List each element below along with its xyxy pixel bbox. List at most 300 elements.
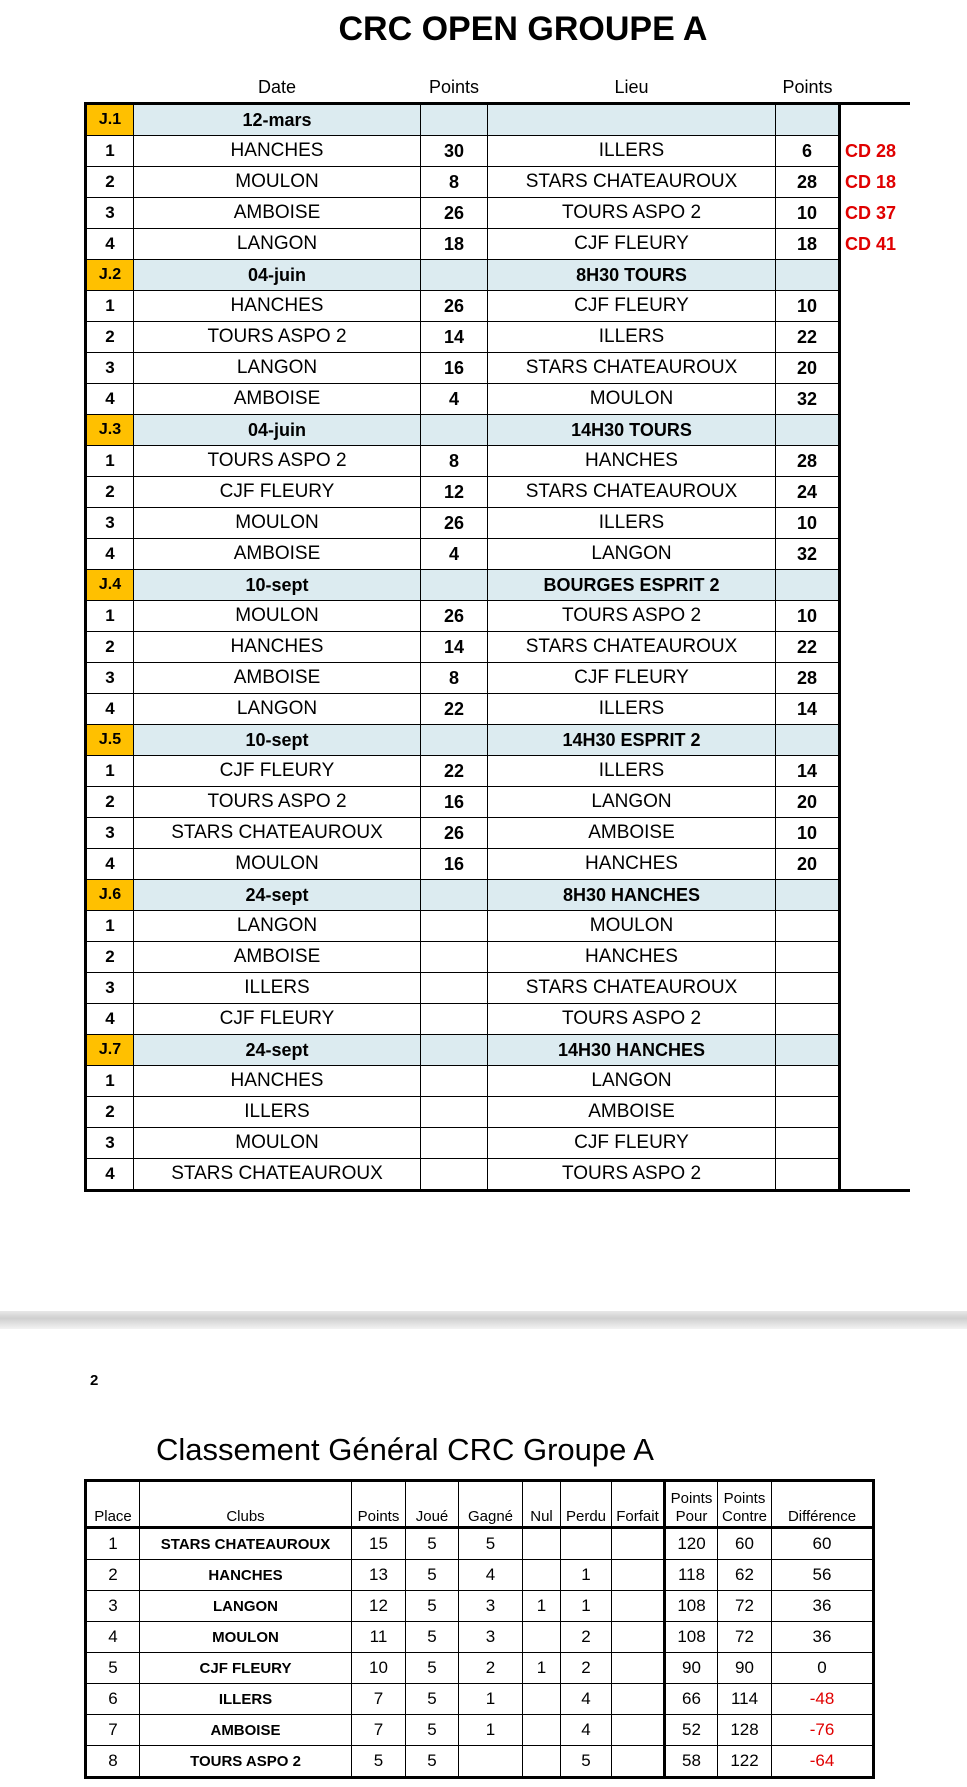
round-venue (488, 104, 776, 136)
match-number: 2 (86, 942, 134, 973)
page-number: 2 (90, 1372, 99, 1389)
round-header-row (86, 104, 910, 136)
rank-forfeit (612, 1653, 665, 1684)
match-number: 3 (86, 1128, 134, 1159)
away-points (776, 1097, 840, 1128)
away-points: 28 (776, 167, 840, 198)
header-points: Points (352, 1481, 406, 1528)
match-number: 3 (86, 353, 134, 384)
ranking-row (86, 1746, 874, 1778)
rank-points-for: 108 (665, 1591, 718, 1622)
away-points: 22 (776, 322, 840, 353)
away-team: ILLERS (488, 694, 776, 725)
round-venue: 14H30 ESPRIT 2 (488, 725, 776, 756)
rank-points-against: 72 (718, 1591, 772, 1622)
rank-draw (523, 1746, 561, 1778)
ranking-row (86, 1528, 874, 1560)
home-team: AMBOISE (134, 663, 421, 694)
ranking-title: Classement Général CRC Groupe A (156, 1432, 654, 1467)
home-team: ILLERS (134, 1097, 421, 1128)
match-row (86, 1159, 910, 1191)
match-number: 4 (86, 1159, 134, 1191)
rank-difference: 36 (772, 1622, 874, 1653)
home-team: LANGON (134, 353, 421, 384)
rank-played: 5 (406, 1746, 459, 1778)
rank-points: 12 (352, 1591, 406, 1622)
away-points: 20 (776, 849, 840, 880)
match-row (86, 1097, 910, 1128)
home-points: 8 (421, 446, 488, 477)
away-team: TOURS ASPO 2 (488, 198, 776, 229)
round-note-empty (840, 415, 910, 446)
round-header-row (86, 725, 910, 756)
page-title: CRC OPEN GROUPE A (338, 10, 708, 48)
round-header-row (86, 570, 910, 601)
match-number: 2 (86, 787, 134, 818)
away-points: 20 (776, 787, 840, 818)
match-number: 2 (86, 167, 134, 198)
header-points-away: Points (782, 76, 833, 97)
away-points: 32 (776, 539, 840, 570)
away-team: STARS CHATEAUROUX (488, 632, 776, 663)
match-note (840, 446, 910, 477)
rank-draw: 1 (523, 1591, 561, 1622)
match-row (86, 756, 910, 787)
rank-forfeit (612, 1622, 665, 1653)
match-row (86, 601, 910, 632)
home-points: 26 (421, 601, 488, 632)
rank-points-against: 128 (718, 1715, 772, 1746)
match-row (86, 694, 910, 725)
rank-draw (523, 1560, 561, 1591)
away-team: TOURS ASPO 2 (488, 1004, 776, 1035)
match-note (840, 1159, 910, 1191)
round-empty (421, 415, 488, 446)
home-team: AMBOISE (134, 942, 421, 973)
away-team: STARS CHATEAUROUX (488, 353, 776, 384)
home-team: TOURS ASPO 2 (134, 787, 421, 818)
away-points (776, 942, 840, 973)
rank-won: 1 (459, 1715, 523, 1746)
away-team: HANCHES (488, 942, 776, 973)
home-team: LANGON (134, 911, 421, 942)
rank-lost: 4 (561, 1715, 612, 1746)
rank-club: LANGON (140, 1591, 352, 1622)
rank-place: 5 (86, 1653, 140, 1684)
match-number: 3 (86, 973, 134, 1004)
home-points: 22 (421, 694, 488, 725)
round-empty (776, 1035, 840, 1066)
rank-difference: 56 (772, 1560, 874, 1591)
rank-club: ILLERS (140, 1684, 352, 1715)
home-points (421, 911, 488, 942)
home-team: AMBOISE (134, 384, 421, 415)
away-team: TOURS ASPO 2 (488, 1159, 776, 1191)
page-separator (0, 1311, 967, 1329)
home-team: MOULON (134, 601, 421, 632)
rank-club: STARS CHATEAUROUX (140, 1528, 352, 1560)
ranking-body (86, 1528, 874, 1778)
rank-points-against: 122 (718, 1746, 772, 1778)
match-row (86, 446, 910, 477)
header-points-pour-line2: Pour (675, 1508, 708, 1525)
match-row (86, 787, 910, 818)
rank-draw (523, 1528, 561, 1560)
away-points (776, 1159, 840, 1191)
away-team: TOURS ASPO 2 (488, 601, 776, 632)
away-points (776, 1066, 840, 1097)
home-points (421, 1004, 488, 1035)
away-team: ILLERS (488, 322, 776, 353)
rank-points: 7 (352, 1715, 406, 1746)
match-row (86, 1066, 910, 1097)
match-note (840, 849, 910, 880)
match-number: 3 (86, 508, 134, 539)
match-row (86, 1004, 910, 1035)
match-note (840, 1097, 910, 1128)
rank-points: 7 (352, 1684, 406, 1715)
match-number: 3 (86, 663, 134, 694)
header-points-contre-line1: Points (723, 1490, 766, 1507)
match-number: 1 (86, 136, 134, 167)
match-note (840, 322, 910, 353)
round-header-row (86, 260, 910, 291)
match-note (840, 1128, 910, 1159)
round-empty (421, 260, 488, 291)
rank-difference: -76 (772, 1715, 874, 1746)
match-row (86, 477, 910, 508)
match-note (840, 973, 910, 1004)
rank-difference: 36 (772, 1591, 874, 1622)
home-team: TOURS ASPO 2 (134, 322, 421, 353)
home-team: HANCHES (134, 136, 421, 167)
away-team: HANCHES (488, 849, 776, 880)
ranking-header-row (86, 1481, 874, 1528)
header-difference: Différence (772, 1481, 874, 1528)
round-date: 12-mars (134, 104, 421, 136)
rank-draw (523, 1715, 561, 1746)
away-team: CJF FLEURY (488, 1128, 776, 1159)
away-points: 24 (776, 477, 840, 508)
home-team: MOULON (134, 508, 421, 539)
rank-played: 5 (406, 1684, 459, 1715)
round-note-empty (840, 104, 910, 136)
match-note (840, 477, 910, 508)
header-num (86, 72, 134, 104)
away-points: 14 (776, 694, 840, 725)
rank-points: 11 (352, 1622, 406, 1653)
match-note (840, 787, 910, 818)
match-note (840, 539, 910, 570)
round-note-empty (840, 570, 910, 601)
match-number: 1 (86, 291, 134, 322)
home-points: 30 (421, 136, 488, 167)
home-team: CJF FLEURY (134, 1004, 421, 1035)
header-points-pour-line1: Points (670, 1490, 713, 1507)
home-points: 26 (421, 508, 488, 539)
match-number: 2 (86, 632, 134, 663)
round-empty (421, 104, 488, 136)
home-team: HANCHES (134, 1066, 421, 1097)
match-number: 2 (86, 477, 134, 508)
header-nul: Nul (523, 1481, 561, 1528)
match-note (840, 818, 910, 849)
away-team: MOULON (488, 911, 776, 942)
round-label: J.1 (86, 104, 134, 136)
header-joue: Joué (406, 1481, 459, 1528)
away-points (776, 1128, 840, 1159)
round-label: J.2 (86, 260, 134, 291)
away-team: LANGON (488, 787, 776, 818)
round-note-empty (840, 1035, 910, 1066)
rank-difference: 60 (772, 1528, 874, 1560)
home-points (421, 1128, 488, 1159)
rank-points: 13 (352, 1560, 406, 1591)
match-note (840, 756, 910, 787)
away-points: 6 (776, 136, 840, 167)
rank-played: 5 (406, 1622, 459, 1653)
away-team: STARS CHATEAUROUX (488, 167, 776, 198)
round-header-row (86, 880, 910, 911)
round-date: 10-sept (134, 725, 421, 756)
match-note: CD 41 (845, 233, 897, 254)
rank-forfeit (612, 1560, 665, 1591)
rank-club: CJF FLEURY (140, 1653, 352, 1684)
round-venue: 8H30 HANCHES (488, 880, 776, 911)
round-empty (421, 880, 488, 911)
round-empty (776, 570, 840, 601)
match-note (840, 291, 910, 322)
away-points: 10 (776, 818, 840, 849)
match-row (86, 291, 910, 322)
rank-place: 2 (86, 1560, 140, 1591)
round-label: J.6 (86, 880, 134, 911)
rank-played: 5 (406, 1591, 459, 1622)
home-team: AMBOISE (134, 198, 421, 229)
rank-lost (561, 1528, 612, 1560)
rank-place: 7 (86, 1715, 140, 1746)
round-date: 10-sept (134, 570, 421, 601)
match-number: 1 (86, 1066, 134, 1097)
header-points-pour (665, 1481, 718, 1528)
match-number: 2 (86, 322, 134, 353)
rank-played: 5 (406, 1560, 459, 1591)
home-points: 4 (421, 539, 488, 570)
rank-won: 3 (459, 1622, 523, 1653)
away-team: ILLERS (488, 136, 776, 167)
round-empty (776, 260, 840, 291)
match-note: CD 18 (845, 171, 897, 192)
match-note (840, 1066, 910, 1097)
ranking-row (86, 1622, 874, 1653)
match-note (840, 694, 910, 725)
match-note: CD 28 (845, 140, 897, 161)
rank-forfeit (612, 1684, 665, 1715)
match-note: CD 37 (845, 202, 897, 223)
home-points: 16 (421, 849, 488, 880)
ranking-row (86, 1715, 874, 1746)
rank-points-for: 120 (665, 1528, 718, 1560)
match-row (86, 942, 910, 973)
home-team: TOURS ASPO 2 (134, 446, 421, 477)
home-team: MOULON (134, 849, 421, 880)
match-row (86, 229, 910, 260)
match-note (840, 911, 910, 942)
home-points: 18 (421, 229, 488, 260)
home-points: 4 (421, 384, 488, 415)
rank-draw (523, 1684, 561, 1715)
rank-won (459, 1746, 523, 1778)
round-date: 04-juin (134, 415, 421, 446)
rank-points-for: 52 (665, 1715, 718, 1746)
ranking-row (86, 1591, 874, 1622)
home-team: HANCHES (134, 632, 421, 663)
round-venue: 8H30 TOURS (488, 260, 776, 291)
home-points: 8 (421, 663, 488, 694)
match-number: 4 (86, 694, 134, 725)
home-team: STARS CHATEAUROUX (134, 1159, 421, 1191)
ranking-row (86, 1684, 874, 1715)
rank-won: 5 (459, 1528, 523, 1560)
match-row (86, 663, 910, 694)
rank-place: 1 (86, 1528, 140, 1560)
home-points (421, 942, 488, 973)
away-team: ILLERS (488, 756, 776, 787)
home-team: AMBOISE (134, 539, 421, 570)
match-number: 3 (86, 818, 134, 849)
round-date: 24-sept (134, 880, 421, 911)
match-row (86, 167, 910, 198)
rank-forfeit (612, 1715, 665, 1746)
home-points: 22 (421, 756, 488, 787)
match-row (86, 508, 910, 539)
away-team: STARS CHATEAUROUX (488, 973, 776, 1004)
header-points-home: Points (428, 76, 480, 97)
match-row (86, 632, 910, 663)
home-team: CJF FLEURY (134, 477, 421, 508)
schedule-table (84, 72, 910, 1192)
rank-lost: 2 (561, 1622, 612, 1653)
match-row (86, 818, 910, 849)
away-team: ILLERS (488, 508, 776, 539)
rank-won: 1 (459, 1684, 523, 1715)
match-note (840, 601, 910, 632)
away-points: 18 (776, 229, 840, 260)
match-row (86, 353, 910, 384)
rank-difference: -64 (772, 1746, 874, 1778)
ranking-table (84, 1479, 875, 1779)
round-note-empty (840, 880, 910, 911)
round-empty (421, 725, 488, 756)
home-points (421, 1159, 488, 1191)
round-empty (421, 570, 488, 601)
header-date: Date (257, 76, 297, 97)
rank-forfeit (612, 1746, 665, 1778)
rank-draw (523, 1622, 561, 1653)
round-empty (776, 880, 840, 911)
rank-lost: 4 (561, 1684, 612, 1715)
home-points: 26 (421, 818, 488, 849)
away-team: MOULON (488, 384, 776, 415)
rank-played: 5 (406, 1715, 459, 1746)
home-team: MOULON (134, 1128, 421, 1159)
rank-points-against: 114 (718, 1684, 772, 1715)
schedule-body (86, 104, 910, 1191)
match-note (840, 508, 910, 539)
home-team: LANGON (134, 229, 421, 260)
home-points: 16 (421, 353, 488, 384)
header-perdu: Perdu (561, 1481, 612, 1528)
match-number: 4 (86, 849, 134, 880)
rank-lost: 1 (561, 1591, 612, 1622)
away-team: CJF FLEURY (488, 229, 776, 260)
ranking-row (86, 1560, 874, 1591)
away-points: 22 (776, 632, 840, 663)
rank-points-for: 108 (665, 1622, 718, 1653)
home-team: ILLERS (134, 973, 421, 1004)
match-row (86, 539, 910, 570)
header-forfait: Forfait (612, 1481, 665, 1528)
home-points (421, 973, 488, 1004)
home-points: 8 (421, 167, 488, 198)
match-number: 4 (86, 1004, 134, 1035)
round-date: 24-sept (134, 1035, 421, 1066)
round-empty (776, 725, 840, 756)
away-points: 10 (776, 508, 840, 539)
match-note (840, 632, 910, 663)
header-place: Place (86, 1481, 140, 1528)
header-clubs: Clubs (140, 1481, 352, 1528)
round-header-row (86, 1035, 910, 1066)
rank-place: 6 (86, 1684, 140, 1715)
rank-points-for: 90 (665, 1653, 718, 1684)
round-venue: 14H30 HANCHES (488, 1035, 776, 1066)
match-number: 1 (86, 446, 134, 477)
home-team: CJF FLEURY (134, 756, 421, 787)
match-number: 1 (86, 601, 134, 632)
round-empty (776, 104, 840, 136)
away-points: 32 (776, 384, 840, 415)
rank-club: TOURS ASPO 2 (140, 1746, 352, 1778)
away-points (776, 1004, 840, 1035)
away-team: AMBOISE (488, 818, 776, 849)
rank-points-against: 90 (718, 1653, 772, 1684)
rank-points-against: 62 (718, 1560, 772, 1591)
home-team: MOULON (134, 167, 421, 198)
match-row (86, 1128, 910, 1159)
match-note (840, 942, 910, 973)
match-number: 2 (86, 1097, 134, 1128)
round-label: J.3 (86, 415, 134, 446)
match-row (86, 911, 910, 942)
round-venue: BOURGES ESPRIT 2 (488, 570, 776, 601)
rank-points-for: 58 (665, 1746, 718, 1778)
rank-points-for: 118 (665, 1560, 718, 1591)
away-team: CJF FLEURY (488, 291, 776, 322)
home-points: 14 (421, 322, 488, 353)
rank-place: 4 (86, 1622, 140, 1653)
match-row (86, 136, 910, 167)
header-points-contre (718, 1481, 772, 1528)
match-row (86, 198, 910, 229)
rank-draw: 1 (523, 1653, 561, 1684)
away-team: HANCHES (488, 446, 776, 477)
match-row (86, 849, 910, 880)
rank-lost: 2 (561, 1653, 612, 1684)
home-points: 26 (421, 291, 488, 322)
rank-forfeit (612, 1528, 665, 1560)
rank-points: 15 (352, 1528, 406, 1560)
